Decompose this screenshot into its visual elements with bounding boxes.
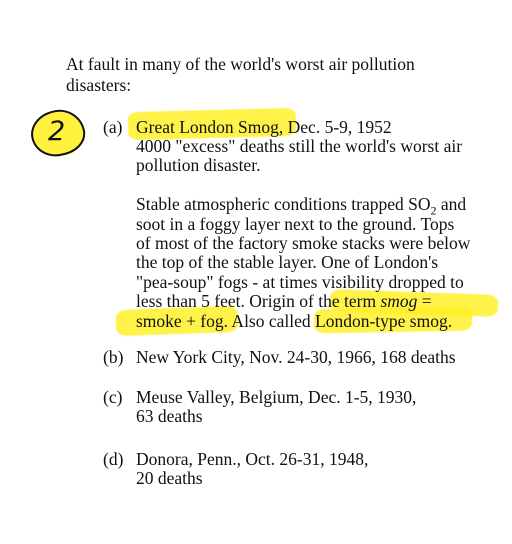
circled-number: 2 [48, 116, 66, 147]
item-a-paragraph-line-2: soot in a foggy layer next to the ground. Tops [136, 214, 455, 234]
item-a-paragraph-line-3: of most of the factory smoke stacks were below [136, 233, 471, 253]
item-a-paragraph-line-5: "pea-soup" fogs - at times visibility dropped to [136, 272, 464, 292]
item-a-paragraph-line-4: the top of the stable layer. One of London's [136, 252, 439, 272]
item-b-text: New York City, Nov. 24-30, 1966, 168 deaths [136, 347, 456, 367]
paragraph-line6-a: less than 5 feet. Origin of [136, 291, 319, 311]
paragraph-line6-d: = [417, 291, 432, 311]
item-a-detail-1: 4000 "excess" deaths still the world's worst air [136, 136, 463, 156]
item-d-line-1: Donora, Penn., Oct. 26-31, 1948, [136, 449, 369, 469]
intro-text: At fault in many of the world's worst air pollution disasters: [66, 54, 415, 95]
item-c-line-1: Meuse Valley, Belgium, Dec. 1-5, 1930, [136, 387, 417, 407]
item-a-paragraph-line-6 [136, 291, 432, 311]
item-c-line-2: 63 deaths [136, 406, 203, 426]
item-d-marker: (d) [103, 449, 124, 469]
item-a-title: Great London Smog, [136, 117, 284, 137]
paragraph-line6-b: the term [318, 291, 381, 311]
item-a-detail-2: pollution disaster. [136, 155, 261, 175]
paragraph-line7-c: London-type smog. [315, 311, 453, 331]
paragraph-line1-suffix: and [436, 194, 467, 214]
item-a-marker: (a) [103, 117, 123, 137]
item-a-paragraph-line-7 [136, 311, 452, 331]
paragraph-line7-b: Also called [228, 311, 316, 331]
paragraph-line7-a: smoke + fog. [136, 311, 229, 331]
smog-term: smog [380, 291, 418, 311]
paragraph-line1-prefix: Stable atmospheric conditions trapped SO [136, 194, 431, 214]
item-a-date: Dec. 5-9, 1952 [287, 117, 392, 137]
item-d-line-2: 20 deaths [136, 468, 203, 488]
item-b-marker: (b) [103, 347, 124, 367]
item-c-marker: (c) [103, 387, 123, 407]
so2-subscript: 2 [430, 203, 437, 218]
item-a-heading [136, 117, 392, 137]
